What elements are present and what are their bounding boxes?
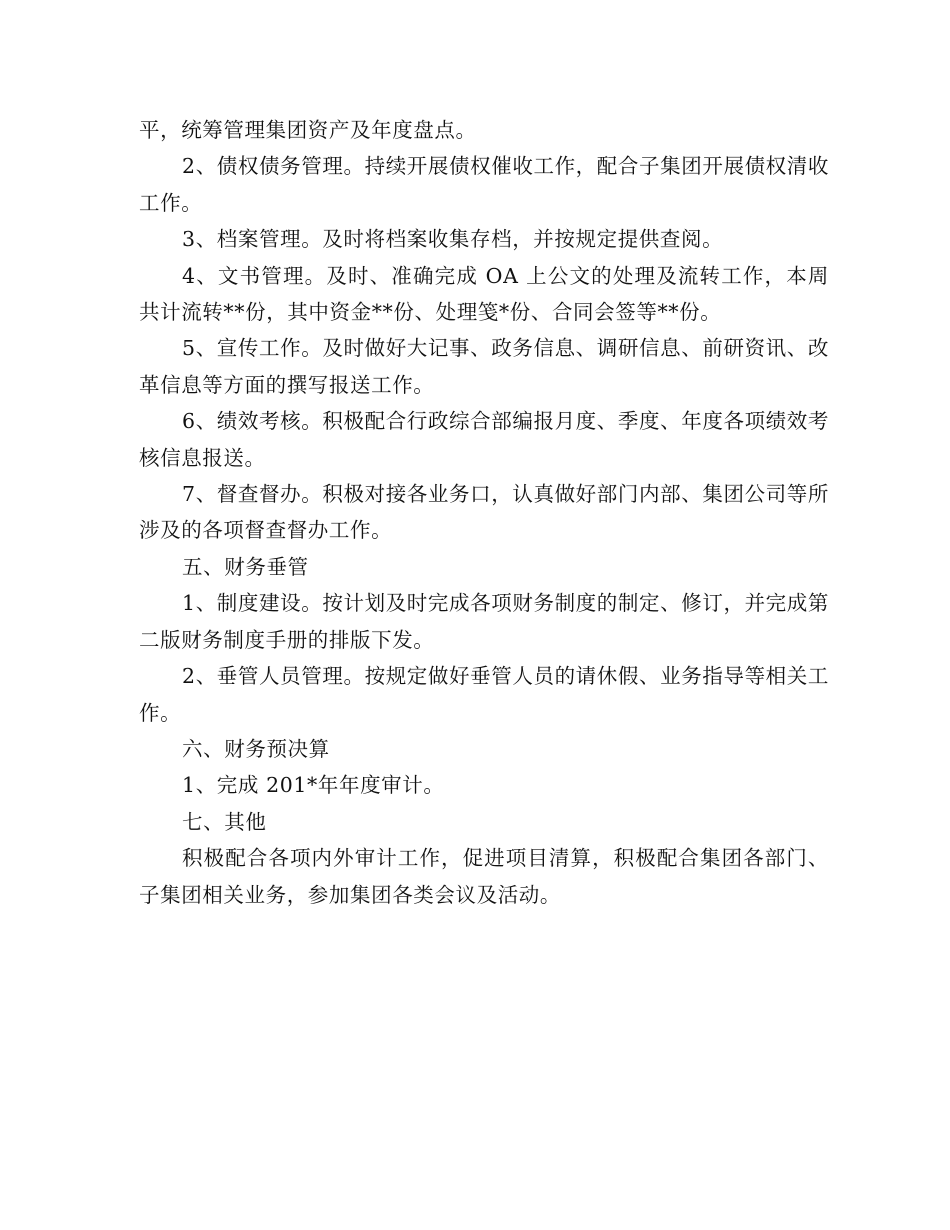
paragraph-debt-management: 2、债权债务管理。持续开展债权催收工作，配合子集团开展债权清收工作。 [139,154,829,215]
paragraph-other-work: 积极配合各项内外审计工作，促进项目清算，积极配合集团各部门、子集团相关业务，参加集团各类会议及活动。 [139,846,829,907]
document-body [139,112,829,913]
section-heading-finance-vertical: 五、财务垂管 [182,554,309,579]
paragraph-supervision: 7、督查督办。积极对接各业务口，认真做好部门内部、集团公司等所涉及的各项督查督办工作。 [139,482,829,543]
paragraph-publicity-work: 5、宣传工作。及时做好大记事、政务信息、调研信息、前研资讯、改革信息等方面的撰写报送工作。 [139,336,829,397]
paragraph-annual-audit: 1、完成 201*年年度审计。 [182,773,445,798]
paragraph-archive-management: 3、档案管理。及时将档案收集存档，并按规定提供查阅。 [182,227,724,252]
paragraph-document-management: 4、文书管理。及时、准确完成 OA 上公文的处理及流转工作，本周共计流转**份，其中资金**份、处理笺*份、合同会签等**份。 [139,263,829,325]
section-heading-budget-accounts: 六、财务预决算 [182,736,330,761]
paragraph-system-construction: 1、制度建设。按计划及时完成各项财务制度的制定、修订，并完成第二版财务制度手册的排版下发。 [139,591,829,652]
paragraph-staff-management: 2、垂管人员管理。按规定做好垂管人员的请休假、业务指导等相关工作。 [139,664,829,725]
paragraph-continuation: 平，统筹管理集团资产及年度盘点。 [139,118,477,142]
section-heading-other: 七、其他 [182,809,267,834]
paragraph-performance-assessment: 6、绩效考核。积极配合行政综合部编报月度、季度、年度各项绩效考核信息报送。 [139,409,829,470]
